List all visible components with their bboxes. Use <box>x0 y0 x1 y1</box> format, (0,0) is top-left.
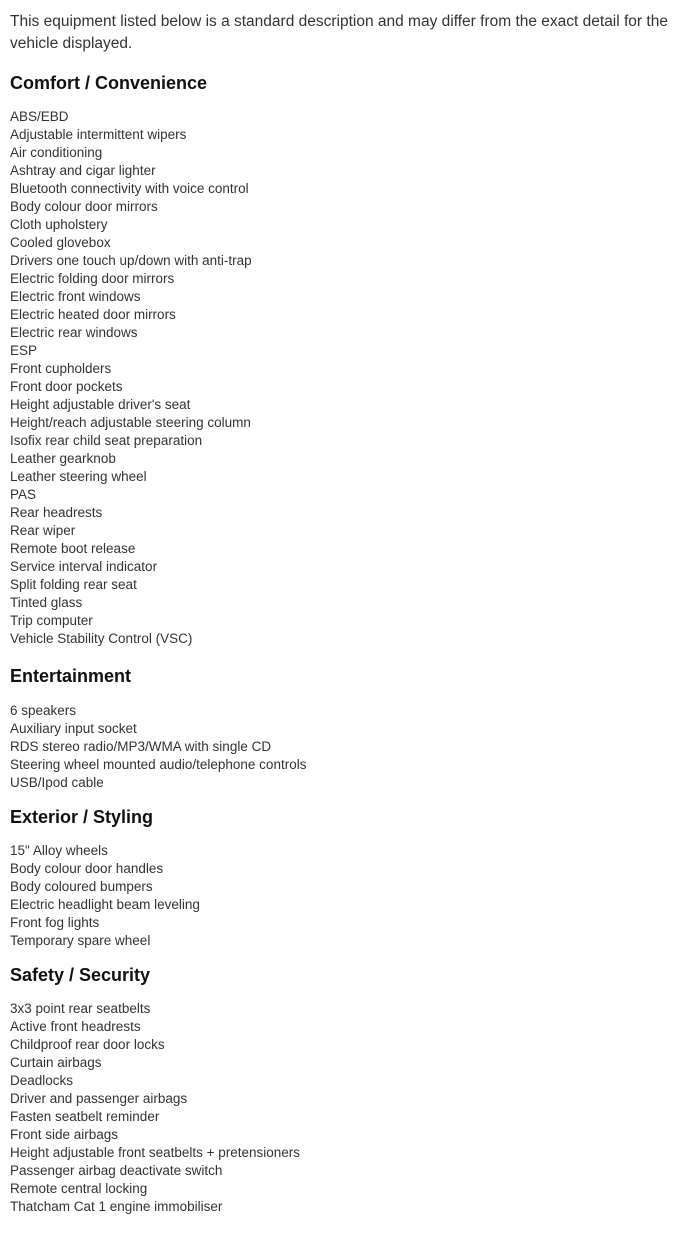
equipment-disclaimer: This equipment listed below is a standard description and may differ from the exact detail for the vehicle displayed. <box>10 13 668 52</box>
equipment-item: PAS <box>10 487 37 502</box>
equipment-item: Height/reach adjustable steering column <box>10 415 251 430</box>
equipment-item: Passenger airbag deactivate switch <box>10 1163 223 1178</box>
equipment-item: Electric rear windows <box>10 325 138 340</box>
section-exterior-styling <box>10 805 681 950</box>
equipment-item: Rear wiper <box>10 523 76 538</box>
section-title: Safety / Security <box>10 965 151 985</box>
equipment-item: Vehicle Stability Control (VSC) <box>10 631 193 646</box>
equipment-item: Front side airbags <box>10 1127 119 1142</box>
section-comfort-convenience <box>10 71 681 648</box>
equipment-item: 6 speakers <box>10 703 77 718</box>
equipment-item: Thatcham Cat 1 engine immobiliser <box>10 1199 223 1214</box>
equipment-list <box>10 1000 681 1216</box>
equipment-item: Bluetooth connectivity with voice control <box>10 181 249 196</box>
section-title: Exterior / Styling <box>10 807 154 827</box>
equipment-item: Body coloured bumpers <box>10 879 153 894</box>
equipment-item: Driver and passenger airbags <box>10 1091 188 1106</box>
equipment-item: Trip computer <box>10 613 93 628</box>
equipment-item: Air conditioning <box>10 145 103 160</box>
equipment-item: Active front headrests <box>10 1019 141 1034</box>
equipment-item: Ashtray and cigar lighter <box>10 163 156 178</box>
equipment-item: Steering wheel mounted audio/telephone controls <box>10 757 307 772</box>
equipment-item: Front cupholders <box>10 361 112 376</box>
equipment-item: Cloth upholstery <box>10 217 108 232</box>
equipment-item: Childproof rear door locks <box>10 1037 165 1052</box>
equipment-list <box>10 108 681 648</box>
equipment-item: Leather steering wheel <box>10 469 147 484</box>
equipment-item: Front door pockets <box>10 379 123 394</box>
equipment-item: Electric folding door mirrors <box>10 271 175 286</box>
equipment-item: USB/Ipod cable <box>10 775 104 790</box>
equipment-item: 15" Alloy wheels <box>10 843 108 858</box>
equipment-item: ABS/EBD <box>10 109 69 124</box>
equipment-item: Electric heated door mirrors <box>10 307 176 322</box>
equipment-item: Cooled glovebox <box>10 235 111 250</box>
equipment-item: Electric headlight beam leveling <box>10 897 200 912</box>
equipment-item: Body colour door mirrors <box>10 199 158 214</box>
equipment-item: 3x3 point rear seatbelts <box>10 1001 151 1016</box>
equipment-item: Temporary spare wheel <box>10 933 151 948</box>
equipment-item: Split folding rear seat <box>10 577 137 592</box>
equipment-item: Leather gearknob <box>10 451 116 466</box>
equipment-item: Deadlocks <box>10 1073 74 1088</box>
equipment-list <box>10 702 681 792</box>
equipment-item: Service interval indicator <box>10 559 158 574</box>
section-safety-security <box>10 963 681 1216</box>
equipment-item: Rear headrests <box>10 505 103 520</box>
section-entertainment <box>10 664 681 792</box>
equipment-item: Electric front windows <box>10 289 141 304</box>
section-title: Entertainment <box>10 666 132 686</box>
equipment-item: ESP <box>10 343 38 358</box>
equipment-item: Fasten seatbelt reminder <box>10 1109 160 1124</box>
equipment-item: Isofix rear child seat preparation <box>10 433 203 448</box>
equipment-item: Tinted glass <box>10 595 83 610</box>
equipment-item: Height adjustable driver's seat <box>10 397 191 412</box>
equipment-item: Front fog lights <box>10 915 100 930</box>
equipment-list <box>10 842 681 950</box>
section-title: Comfort / Convenience <box>10 73 208 93</box>
equipment-item: Body colour door handles <box>10 861 164 876</box>
equipment-item: Height adjustable front seatbelts + pretensioners <box>10 1145 301 1160</box>
equipment-item: RDS stereo radio/MP3/WMA with single CD <box>10 739 272 754</box>
equipment-item: Remote boot release <box>10 541 136 556</box>
equipment-item: Remote central locking <box>10 1181 148 1196</box>
equipment-item: Adjustable intermittent wipers <box>10 127 187 142</box>
equipment-item: Curtain airbags <box>10 1055 102 1070</box>
equipment-item: Auxiliary input socket <box>10 721 137 736</box>
equipment-item: Drivers one touch up/down with anti-trap <box>10 253 252 268</box>
